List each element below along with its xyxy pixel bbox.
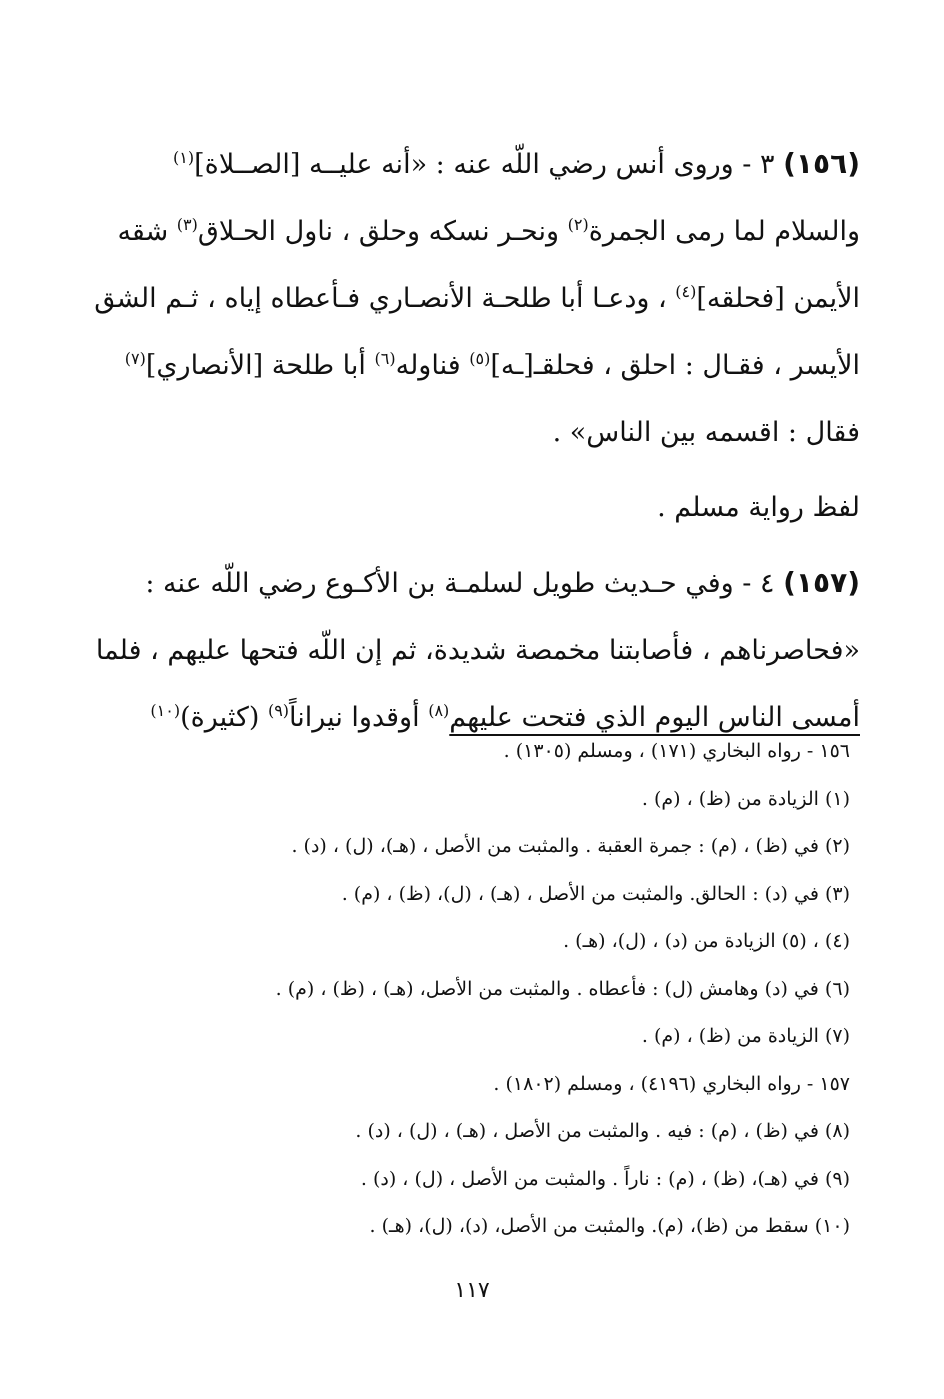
footnotes xyxy=(160,728,850,1251)
hadith-157-line-1: (١٥٧) ٤ - وفي حـديث طويل لسلمـة بن الأكـوع رضي اللّه عنه : xyxy=(145,566,860,599)
footnote-ref: (١) xyxy=(173,148,195,167)
hadith-156-line-4: الأيسر ، فقـال : احلق ، فحلقـ[ـه]$^{(٥)}$ فناوله$^{(٦)}$ أبا طلحة [الأنصاري]$^{(٧)}$ xyxy=(124,349,860,381)
hadith-157-line-3: أمسى الناس اليوم الذي فتحت عليهم$^{(٨)}$ أوقدوا نيراناً$^{(٩)}$ (كثيرة)$^{(١٠)}$ xyxy=(150,701,860,733)
hadith-156-line-1: (١٥٦) ٣ - وروى أنس رضي اللّه عنه : «أنه عليــه [الصــلاة]$^{(١)}$ xyxy=(173,147,860,180)
footnote-ref: (١٠) xyxy=(150,701,181,720)
footnote-line: (٧) الزيادة من (ظ) ، (م) . xyxy=(641,1025,850,1047)
footnote-line: (٨) في (ظ) ، (م) : فيه . والمثبت من الأصل ، (هـ) ، (ل) ، (د) . xyxy=(355,1120,850,1142)
footnote-ref: (٧) xyxy=(124,349,146,368)
footnote-line: ١٥٧ - رواه البخاري (٤١٩٦) ، ومسلم (١٨٠٢) . xyxy=(493,1072,850,1095)
footnote-line: (١) الزيادة من (ظ) ، (م) . xyxy=(641,787,850,810)
footnote-line: (١٠) سقط من (ظ)، (م). والمثبت من الأصل، (د)، (ل)، (هـ) . xyxy=(369,1215,850,1237)
footnote-ref: (٦) xyxy=(374,349,396,368)
footnote-line: (٣) في (د) : الحالق. والمثبت من الأصل ، (هـ) ، (ل)، (ظ) ، (م) . xyxy=(341,882,850,905)
footnote-ref: (٨) xyxy=(428,701,450,720)
hadith-number: (١٥٧) xyxy=(783,566,860,599)
footnote-line: ١٥٦ - رواه البخاري (١٧١) ، ومسلم (١٣٠٥) . xyxy=(503,740,850,762)
page-number: ١١٧ xyxy=(454,1278,490,1303)
footnote-ref: (٩) xyxy=(267,701,290,720)
footnote-ref: (٢) xyxy=(567,215,589,234)
hadith-156-line-5: فقال : اقسمه بين الناس» . xyxy=(552,417,860,448)
footnote-ref: (٥) xyxy=(469,349,491,368)
footnote-ref: (٤) xyxy=(675,282,697,301)
hadith-156-line-2: والسلام لما رمى الجمرة$^{(٢)}$ ونحـر نسكه وحلق ، ناول الحـلاق$^{(٣)}$ شقه xyxy=(117,215,860,247)
hadith-156-line-3: الأيمن [فحلقه]$^{(٤)}$ ، ودعـا أبا طلحـة الأنصـاري فـأعطاه إياه ، ثـم الشق xyxy=(94,282,860,314)
hadith-157-line-2: «فحاصرناهم ، فأصابتنا مخمصة شديدة، ثم إن اللّه فتحها عليهم ، فلما xyxy=(95,635,860,666)
riwaya-note: لفظ رواية مسلم . xyxy=(657,492,860,523)
hadith-number: (١٥٦) xyxy=(783,147,860,180)
footnote-ref: (٣) xyxy=(176,215,198,234)
footnote-line: (٩) في (هـ)، (ظ) ، (م) : ناراً . والمثبت من الأصل ، (ل) ، (د) . xyxy=(360,1167,850,1190)
footnote-line: (٢) في (ظ) ، (م) : جمرة العقبة . والمثبت من الأصل ، (هـ)، (ل) ، (د) . xyxy=(291,835,850,857)
footnote-line: (٦) في (د) وهامش (ل) : فأعطاه . والمثبت من الأصل، (هـ) ، (ظ) ، (م) . xyxy=(275,977,850,1000)
footnote-line: (٤) ، (٥) الزيادة من (د) ، (ل)، (هـ) . xyxy=(563,930,850,952)
main-text xyxy=(84,130,860,751)
